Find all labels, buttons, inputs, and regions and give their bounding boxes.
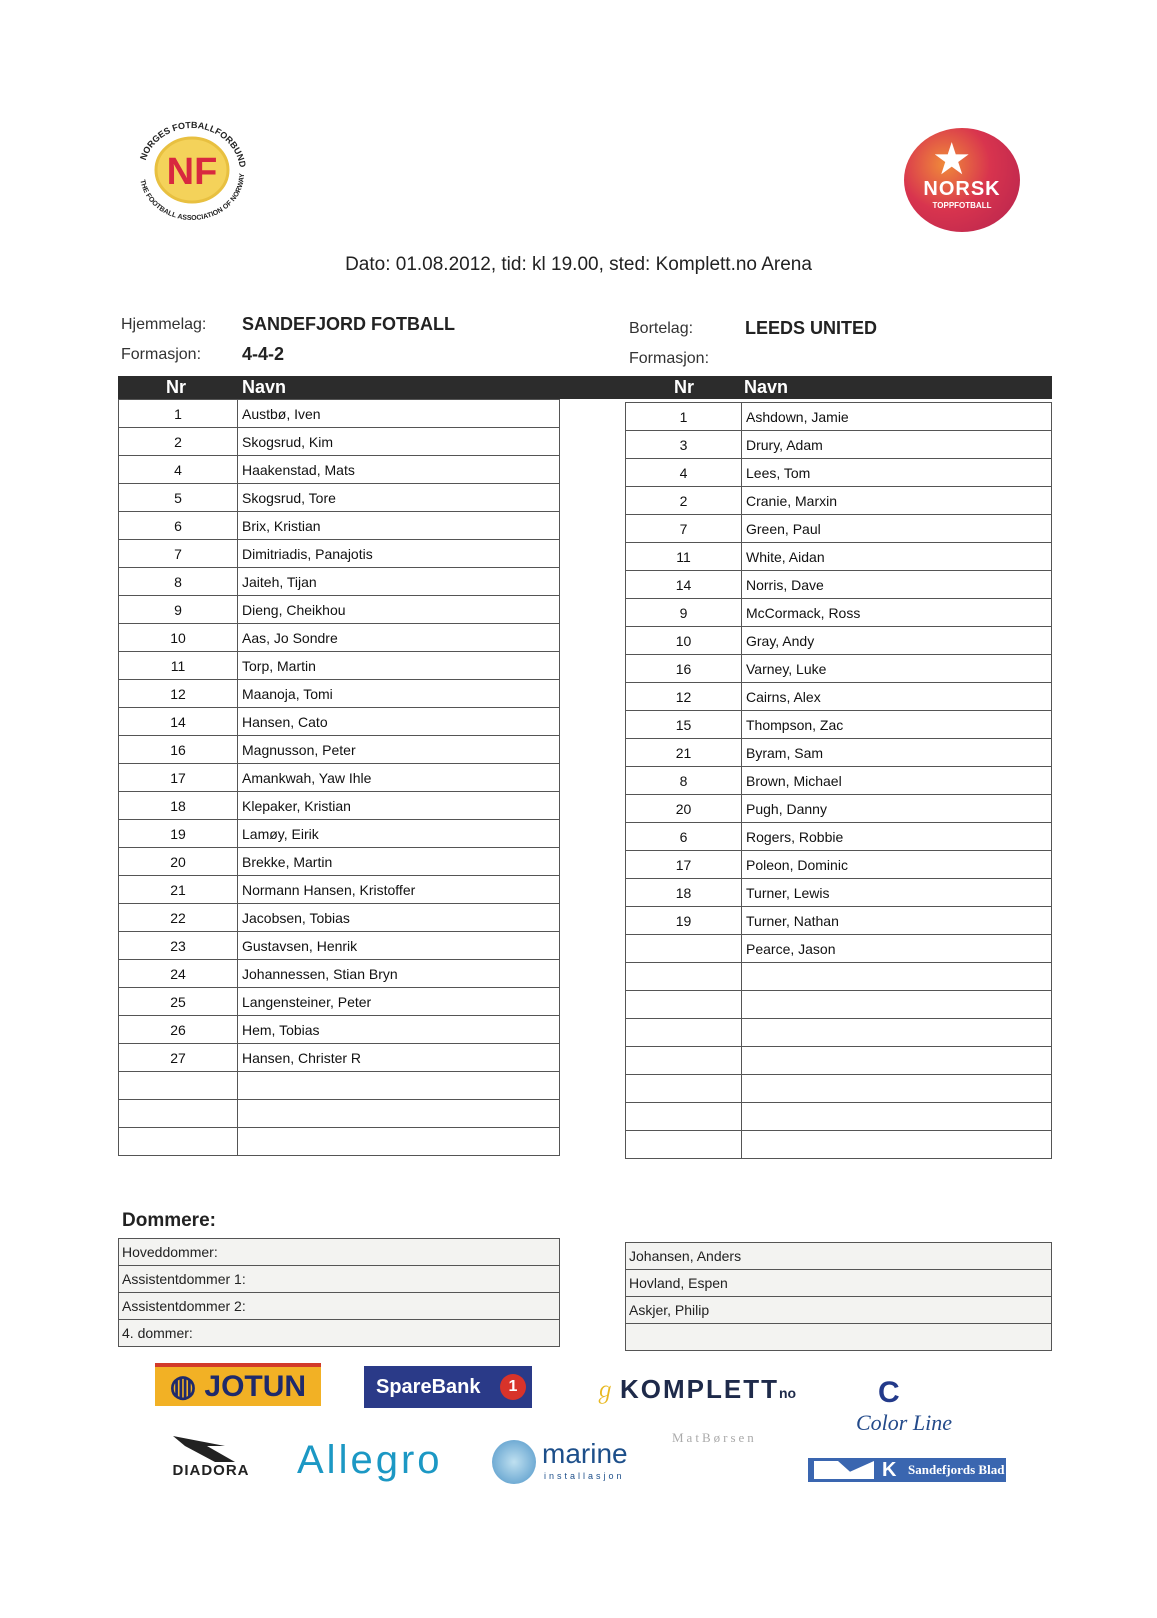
player-name xyxy=(238,1100,560,1128)
home-player-row xyxy=(119,792,560,820)
player-name: Ashdown, Jamie xyxy=(742,403,1052,431)
away-player-row xyxy=(626,515,1052,543)
referee-roles-table xyxy=(118,1238,560,1347)
away-col-nr: Nr xyxy=(674,377,695,397)
komplett-icon: ℊ xyxy=(594,1378,617,1403)
player-number: 6 xyxy=(119,512,238,540)
colorline-icon: C xyxy=(878,1376,900,1409)
player-number: 17 xyxy=(119,764,238,792)
player-name xyxy=(742,1131,1052,1159)
sponsor-marine-sub: installasjon xyxy=(544,1471,625,1481)
player-name: McCormack, Ross xyxy=(742,599,1052,627)
referee-name: Hovland, Espen xyxy=(626,1270,1052,1297)
player-name: Cairns, Alex xyxy=(742,683,1052,711)
sponsor-komplett xyxy=(620,1374,796,1405)
away-col-name: Navn xyxy=(744,377,789,397)
away-player-row xyxy=(626,1131,1052,1159)
player-number: 21 xyxy=(626,739,742,767)
sparebank-one-badge: 1 xyxy=(500,1374,526,1400)
away-player-row xyxy=(626,543,1052,571)
player-number: 15 xyxy=(626,711,742,739)
home-player-row xyxy=(119,428,560,456)
away-player-row xyxy=(626,1019,1052,1047)
player-name xyxy=(238,1072,560,1100)
player-name: Langensteiner, Peter xyxy=(238,988,560,1016)
player-number: 18 xyxy=(626,879,742,907)
player-number: 23 xyxy=(119,932,238,960)
player-number: 2 xyxy=(626,487,742,515)
away-player-row xyxy=(626,571,1052,599)
nff-emblem-icon xyxy=(128,112,256,222)
player-name: Lamøy, Eirik xyxy=(238,820,560,848)
player-name: Poleon, Dominic xyxy=(742,851,1052,879)
away-player-row xyxy=(626,823,1052,851)
player-number: 14 xyxy=(626,571,742,599)
player-name: Hansen, Cato xyxy=(238,708,560,736)
nff-ring-bottom: THE FOOTBALL ASSOCIATION OF NORWAY xyxy=(138,173,247,222)
player-name: Drury, Adam xyxy=(742,431,1052,459)
away-player-row xyxy=(626,935,1052,963)
home-roster-table xyxy=(118,399,560,1156)
norsk-toppfotball-logo xyxy=(904,128,1020,232)
player-number: 11 xyxy=(119,652,238,680)
player-number: 22 xyxy=(119,904,238,932)
player-number xyxy=(626,963,742,991)
player-name xyxy=(742,963,1052,991)
player-name: Brown, Michael xyxy=(742,767,1052,795)
player-number: 4 xyxy=(626,459,742,487)
player-number: 7 xyxy=(626,515,742,543)
player-number: 6 xyxy=(626,823,742,851)
home-player-row xyxy=(119,680,560,708)
home-player-row xyxy=(119,484,560,512)
home-player-row xyxy=(119,596,560,624)
player-number xyxy=(626,1131,742,1159)
away-player-row xyxy=(626,767,1052,795)
player-number: 8 xyxy=(119,568,238,596)
player-name: Maanoja, Tomi xyxy=(238,680,560,708)
home-team-label: Hjemmelag: xyxy=(121,316,207,333)
player-name: Klepaker, Kristian xyxy=(238,792,560,820)
player-name: Varney, Luke xyxy=(742,655,1052,683)
home-player-row xyxy=(119,540,560,568)
away-player-row xyxy=(626,851,1052,879)
player-number: 5 xyxy=(119,484,238,512)
away-player-row xyxy=(626,459,1052,487)
player-name: Aas, Jo Sondre xyxy=(238,624,560,652)
roster-header-bar xyxy=(118,376,1052,399)
home-player-row xyxy=(119,568,560,596)
away-player-row xyxy=(626,683,1052,711)
home-player-row xyxy=(119,1100,560,1128)
player-number xyxy=(626,935,742,963)
player-name: Thompson, Zac xyxy=(742,711,1052,739)
globe-icon: ◍ xyxy=(169,1370,205,1403)
away-player-row xyxy=(626,907,1052,935)
player-number: 14 xyxy=(119,708,238,736)
away-team-label: Bortelag: xyxy=(629,320,694,337)
player-number: 27 xyxy=(119,1044,238,1072)
nff-ring-top: NORGES FOTBALLFORBUND xyxy=(138,119,248,169)
player-number: 9 xyxy=(626,599,742,627)
away-player-row xyxy=(626,403,1052,431)
home-player-row xyxy=(119,876,560,904)
player-number: 10 xyxy=(119,624,238,652)
player-name: Gray, Andy xyxy=(742,627,1052,655)
nff-letters: NF xyxy=(166,151,218,193)
away-team-name: LEEDS UNITED xyxy=(745,318,878,338)
home-player-row xyxy=(119,988,560,1016)
home-player-row xyxy=(119,624,560,652)
player-name: Skogsrud, Tore xyxy=(238,484,560,512)
player-name: Brekke, Martin xyxy=(238,848,560,876)
player-name: Torp, Martin xyxy=(238,652,560,680)
sponsor-colorline: Color Line xyxy=(856,1410,952,1435)
sponsor-diadora xyxy=(155,1434,267,1479)
away-player-row xyxy=(626,1075,1052,1103)
player-name xyxy=(742,1103,1052,1131)
referee-names-table xyxy=(625,1242,1052,1351)
away-formation-label: Formasjon: xyxy=(629,350,710,367)
sponsor-sparebank-text: SpareBank xyxy=(376,1376,481,1398)
player-number xyxy=(119,1100,238,1128)
player-number: 26 xyxy=(119,1016,238,1044)
player-number: 20 xyxy=(119,848,238,876)
player-name xyxy=(238,1128,560,1156)
nff-logo xyxy=(128,112,256,222)
home-player-row xyxy=(119,736,560,764)
home-player-row xyxy=(119,400,560,428)
away-player-row xyxy=(626,739,1052,767)
sponsor-marine: marine xyxy=(542,1438,628,1469)
player-name xyxy=(742,1047,1052,1075)
referee-role: Assistentdommer 1: xyxy=(119,1266,560,1293)
sponsor-matborsen: MatBørsen xyxy=(672,1430,757,1445)
player-number: 19 xyxy=(119,820,238,848)
home-player-row xyxy=(119,708,560,736)
player-number: 4 xyxy=(119,456,238,484)
diadora-wing-icon xyxy=(155,1434,267,1464)
player-name xyxy=(742,991,1052,1019)
referee-role: 4. dommer: xyxy=(119,1320,560,1347)
player-number: 16 xyxy=(119,736,238,764)
away-player-row xyxy=(626,991,1052,1019)
player-number xyxy=(119,1072,238,1100)
player-name: Jaiteh, Tijan xyxy=(238,568,560,596)
player-name xyxy=(742,1075,1052,1103)
player-number: 25 xyxy=(119,988,238,1016)
away-player-row xyxy=(626,1047,1052,1075)
ntf-toppfotball: TOPPFOTBALL xyxy=(932,201,992,210)
home-player-row xyxy=(119,456,560,484)
home-player-row xyxy=(119,1128,560,1156)
player-name: Amankwah, Yaw Ihle xyxy=(238,764,560,792)
home-player-row xyxy=(119,932,560,960)
match-info: Dato: 01.08.2012, tid: kl 19.00, sted: Komplett.no Arena xyxy=(345,254,812,275)
player-number: 10 xyxy=(626,627,742,655)
player-name: Dieng, Cheikhou xyxy=(238,596,560,624)
home-formation: 4-4-2 xyxy=(242,344,285,364)
away-player-row xyxy=(626,599,1052,627)
home-player-row xyxy=(119,764,560,792)
blad-arrow-icon xyxy=(814,1461,874,1479)
player-number: 24 xyxy=(119,960,238,988)
player-number: 18 xyxy=(119,792,238,820)
away-player-row xyxy=(626,627,1052,655)
player-name: Norris, Dave xyxy=(742,571,1052,599)
player-number: 12 xyxy=(119,680,238,708)
player-name: Austbø, Iven xyxy=(238,400,560,428)
sponsor-komplett-suffix: no xyxy=(779,1385,797,1401)
player-name: Brix, Kristian xyxy=(238,512,560,540)
player-number: 20 xyxy=(626,795,742,823)
away-player-row xyxy=(626,487,1052,515)
home-player-row xyxy=(119,960,560,988)
sponsor-komplett-text: KOMPLETT xyxy=(620,1374,779,1404)
player-name: Pugh, Danny xyxy=(742,795,1052,823)
player-name: Lees, Tom xyxy=(742,459,1052,487)
referee-name xyxy=(626,1324,1052,1351)
away-player-row xyxy=(626,963,1052,991)
away-player-row xyxy=(626,711,1052,739)
home-player-row xyxy=(119,512,560,540)
referees-title: Dommere: xyxy=(122,1210,216,1231)
player-number: 3 xyxy=(626,431,742,459)
player-name: Byram, Sam xyxy=(742,739,1052,767)
away-roster-table xyxy=(625,402,1052,1159)
sponsor-diadora-text: DIADORA xyxy=(172,1462,250,1479)
player-name: Gustavsen, Henrik xyxy=(238,932,560,960)
marine-wave-icon xyxy=(492,1440,536,1484)
player-number xyxy=(626,991,742,1019)
home-player-row xyxy=(119,1072,560,1100)
home-player-row xyxy=(119,1044,560,1072)
sponsor-jotun xyxy=(155,1363,321,1406)
player-number xyxy=(119,1128,238,1156)
player-name: Pearce, Jason xyxy=(742,935,1052,963)
home-team-name: SANDEFJORD FOTBALL xyxy=(242,314,455,334)
player-number: 9 xyxy=(119,596,238,624)
player-number: 16 xyxy=(626,655,742,683)
player-number: 7 xyxy=(119,540,238,568)
sponsor-blad-text: Sandefjords Blad xyxy=(908,1462,1005,1477)
player-name: Turner, Nathan xyxy=(742,907,1052,935)
referee-role: Hoveddommer: xyxy=(119,1239,560,1266)
away-player-row xyxy=(626,1103,1052,1131)
player-name: Cranie, Marxin xyxy=(742,487,1052,515)
player-name: Turner, Lewis xyxy=(742,879,1052,907)
player-name: Green, Paul xyxy=(742,515,1052,543)
ntf-norsk: NORSK xyxy=(923,178,1001,200)
player-name: Hem, Tobias xyxy=(238,1016,560,1044)
player-number: 12 xyxy=(626,683,742,711)
player-name: White, Aidan xyxy=(742,543,1052,571)
player-number: 1 xyxy=(119,400,238,428)
referee-role: Assistentdommer 2: xyxy=(119,1293,560,1320)
away-player-row xyxy=(626,879,1052,907)
player-name: Skogsrud, Kim xyxy=(238,428,560,456)
player-number: 8 xyxy=(626,767,742,795)
home-player-row xyxy=(119,820,560,848)
player-name: Magnusson, Peter xyxy=(238,736,560,764)
player-number: 19 xyxy=(626,907,742,935)
home-player-row xyxy=(119,652,560,680)
home-player-row xyxy=(119,848,560,876)
player-number xyxy=(626,1019,742,1047)
player-name: Jacobsen, Tobias xyxy=(238,904,560,932)
referee-name: Askjer, Philip xyxy=(626,1297,1052,1324)
sponsor-sparebank xyxy=(364,1366,532,1408)
player-name: Normann Hansen, Kristoffer xyxy=(238,876,560,904)
away-player-row xyxy=(626,795,1052,823)
home-col-nr: Nr xyxy=(166,377,187,397)
sponsor-sandefjords-blad xyxy=(808,1458,1006,1482)
sponsor-blad-k: K xyxy=(882,1459,897,1481)
sponsor-allegro: Allegro xyxy=(297,1438,443,1482)
referee-name: Johansen, Anders xyxy=(626,1243,1052,1270)
player-name xyxy=(742,1019,1052,1047)
player-name: Rogers, Robbie xyxy=(742,823,1052,851)
player-name: Johannessen, Stian Bryn xyxy=(238,960,560,988)
sponsor-jotun-text: JOTUN xyxy=(204,1370,307,1403)
away-player-row xyxy=(626,431,1052,459)
away-player-row xyxy=(626,655,1052,683)
player-name: Hansen, Christer R xyxy=(238,1044,560,1072)
player-number xyxy=(626,1047,742,1075)
home-formation-label: Formasjon: xyxy=(121,346,202,363)
player-number: 17 xyxy=(626,851,742,879)
home-player-row xyxy=(119,904,560,932)
player-number xyxy=(626,1075,742,1103)
player-number: 11 xyxy=(626,543,742,571)
player-name: Haakenstad, Mats xyxy=(238,456,560,484)
player-number: 21 xyxy=(119,876,238,904)
star-icon: ★ xyxy=(932,135,972,184)
home-player-row xyxy=(119,1016,560,1044)
player-number xyxy=(626,1103,742,1131)
player-name: Dimitriadis, Panajotis xyxy=(238,540,560,568)
player-number: 1 xyxy=(626,403,742,431)
player-number: 2 xyxy=(119,428,238,456)
home-col-name: Navn xyxy=(242,377,287,397)
